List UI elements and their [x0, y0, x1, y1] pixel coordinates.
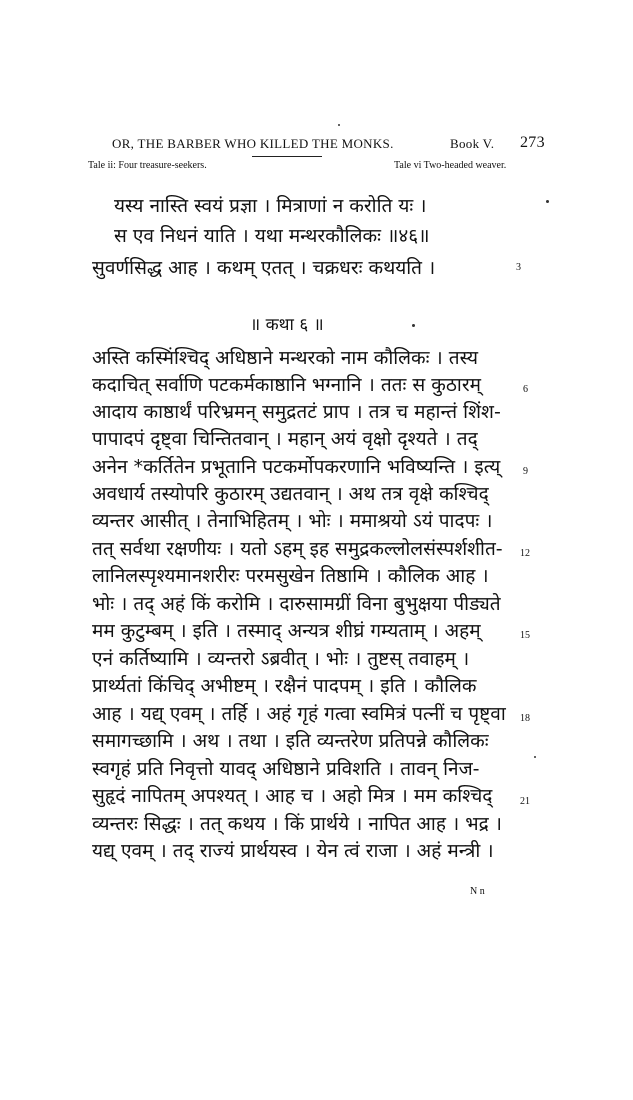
body-line: अवधार्य तस्योपरि कुठारम् उद्यतवान् । अथ तत्र वृक्षे कश्चिद्	[92, 483, 489, 505]
running-head-title: OR, THE BARBER WHO KILLED THE MONKS.	[112, 136, 394, 151]
ink-speck	[412, 324, 415, 327]
body-line: स्वगृहं प्रति निवृत्तो यावद् अधिष्ठाने प्रविशति । तावन् निज-	[92, 758, 480, 780]
right-subhead: Tale vi Two-headed weaver.	[394, 160, 507, 171]
header-rule	[252, 156, 322, 157]
body-line: यद्य् एवम् । तद् राज्यं प्रार्थयस्व । येन त्वं राजा । अहं मन्त्री ।	[92, 840, 494, 862]
body-line: अनेन *कर्तितेन प्रभूतानि पटकर्मोपकरणानि भविष्यन्ति । इत्य्	[92, 456, 501, 478]
verse-line: यस्य नास्ति स्वयं प्रज्ञा । मित्राणां न करोति यः ।	[114, 195, 427, 217]
ink-speck	[546, 200, 549, 203]
verse-line: सुवर्णसिद्ध आह । कथम् एतत् । चक्रधरः कथयति ।	[92, 257, 436, 279]
line-number: 9	[523, 466, 528, 477]
left-subhead: Tale ii: Four treasure-seekers.	[88, 160, 207, 171]
body-line: लानिलस्पृश्यमानशरीरः परमसुखेन तिष्ठामि । कौलिक आह ।	[92, 565, 489, 587]
verse-line: स एव निधनं याति । यथा मन्थरकौलिकः ॥४६॥	[114, 225, 430, 247]
body-line: तत् सर्वथा रक्षणीयः । यतो ऽहम् इह समुद्रकल्लोलसंस्पर्शशीत-	[92, 538, 503, 560]
body-line: कदाचित् सर्वाणि पटकर्मकाष्ठानि भग्नानि । ततः स कुठारम्	[92, 374, 481, 396]
story-heading: ॥ कथा ६ ॥	[250, 315, 324, 335]
line-number: 18	[520, 713, 530, 724]
body-line: सुहृदं नापितम् अपश्यत् । आह च । अहो मित्र । मम कश्चिद्	[92, 785, 493, 807]
body-line: एनं कर्तिष्यामि । व्यन्तरो ऽब्रवीत् । भोः । तुष्टस् तवाहम् ।	[92, 648, 470, 670]
body-line: व्यन्तरः सिद्धः । तत् कथय । किं प्रार्थये । नापित आह । भद्र ।	[92, 813, 502, 835]
signature-mark: N n	[470, 886, 485, 897]
body-line: मम कुटुम्बम् । इति । तस्माद् अन्यत्र शीघ्रं गम्यताम् । अहम्	[92, 620, 481, 642]
body-line: भोः । तद् अहं किं करोमि । दारुसामग्रीं विना बुभुक्षया पीड्यते	[92, 593, 501, 615]
running-head-book: Book V.	[450, 136, 495, 151]
body-line: व्यन्तर आसीत् । तेनाभिहितम् । भोः । ममाश्रयो ऽयं पादपः ।	[92, 510, 493, 532]
body-line: प्रार्थ्यतां किंचिद् अभीष्टम् । रक्षैनं पादपम् । इति । कौलिक	[92, 675, 477, 697]
body-line: पापादपं दृष्ट्वा चिन्तितवान् । महान् अयं वृक्षो दृश्यते । तद्	[92, 428, 478, 450]
line-number: 21	[520, 796, 530, 807]
line-number: 12	[520, 548, 530, 559]
line-number: 15	[520, 630, 530, 641]
line-number: 3	[516, 262, 521, 273]
line-number: 6	[523, 384, 528, 395]
page-number: 273	[520, 134, 545, 151]
body-line: अस्ति कस्मिंश्चिद् अधिष्ठाने मन्थरको नाम कौलिकः । तस्य	[92, 347, 479, 369]
body-line: आह । यद्य् एवम् । तर्हि । अहं गृहं गत्वा स्वमित्रं पत्नीं च पृष्ट्वा	[92, 703, 506, 725]
body-line: आदाय काष्ठार्थं परिभ्रमन् समुद्रतटं प्राप । तत्र च महान्तं शिंश-	[92, 401, 501, 423]
ink-speck	[534, 756, 536, 758]
ink-speck	[338, 124, 340, 126]
body-line: समागच्छामि । अथ । तथा । इति व्यन्तरेण प्रतिपन्ने कौलिकः	[92, 730, 489, 752]
